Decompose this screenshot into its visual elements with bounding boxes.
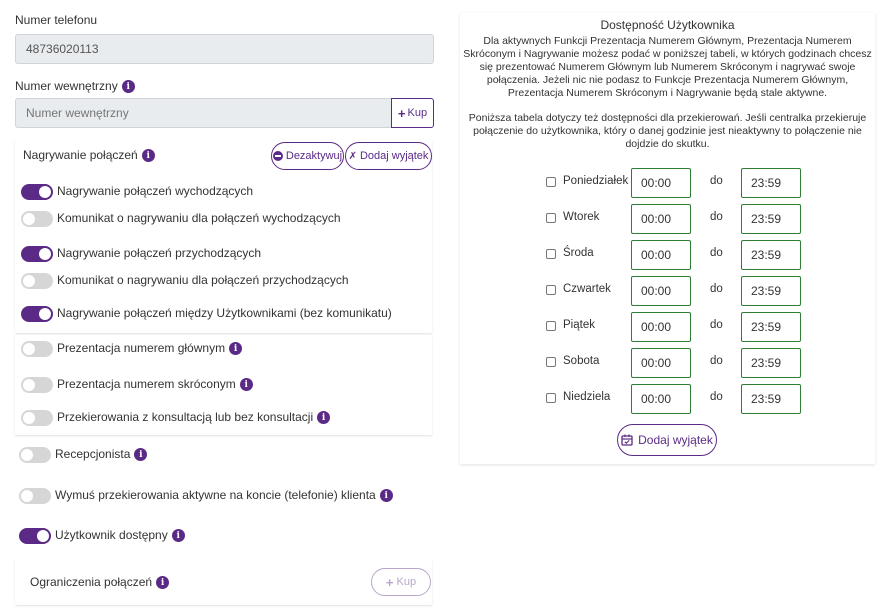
info-icon[interactable]: i (172, 529, 185, 542)
toggle-internal-recording-label: Nagrywanie połączeń między Użytkownikami (bez komunikatu) (57, 306, 392, 320)
plus-icon: + (397, 105, 406, 121)
to-label: do (710, 211, 723, 223)
toggle-outgoing-recording[interactable] (21, 184, 53, 200)
calendar-icon (621, 434, 633, 446)
recording-add-exception-button[interactable] (345, 142, 432, 170)
toggle-receptionist[interactable] (19, 447, 51, 463)
day-checkbox-friday[interactable] (546, 321, 556, 331)
toggle-main-number-row (57, 341, 242, 355)
time-to-input[interactable]: 23:59 (741, 240, 801, 270)
deactivate-button[interactable] (271, 142, 344, 170)
time-from-input[interactable]: 00:00 (631, 276, 691, 306)
day-checkbox-tuesday[interactable] (546, 213, 556, 223)
time-to-input[interactable]: 23:59 (741, 204, 801, 234)
extension-input[interactable] (15, 98, 392, 128)
availability-desc2 (460, 112, 875, 151)
day-label: Piątek (563, 319, 595, 331)
availability-add-exception-button[interactable] (617, 424, 717, 456)
to-label: do (710, 355, 723, 367)
toggle-incoming-message[interactable] (21, 273, 53, 289)
recording-add-exception-label: Dodaj wyjątek (359, 150, 429, 162)
deactivate-label: Dezaktywuj (285, 150, 343, 162)
toggle-main-number[interactable] (21, 341, 53, 357)
minus-icon (273, 151, 283, 161)
day-checkbox-monday[interactable] (546, 177, 556, 187)
desc2-line: Poniższa tabela dotyczy też dostępności dla przekierowań. Jeśli centralka przekieruje (468, 112, 867, 124)
toggle-incoming-message-label: Komunikat o nagrywaniu dla połączeń przychodzących (57, 273, 349, 287)
day-label: Niedziela (563, 391, 611, 403)
toggle-outgoing-message[interactable] (21, 211, 53, 227)
time-from-input[interactable]: 00:00 (631, 204, 691, 234)
toggle-short-number-label: Prezentacja numerem skróconym (57, 377, 236, 391)
day-checkbox-thursday[interactable] (546, 285, 556, 295)
toggle-incoming-recording[interactable] (21, 246, 53, 262)
info-icon[interactable]: i (156, 576, 169, 589)
desc1-line: się prezentować Numerem Głównym lub Numerem Skróconym i nagrywać swoje (479, 61, 856, 73)
time-to-input[interactable]: 23:59 (741, 312, 801, 342)
limits-label: Ograniczenia połączeń (30, 575, 153, 589)
extension-buy-button[interactable] (391, 98, 434, 128)
info-icon[interactable]: i (380, 489, 393, 502)
desc1-line: Prezentacja Numerem Skróconym i Nagrywanie będą stale aktywne. (507, 87, 828, 99)
toggle-internal-recording[interactable] (21, 306, 53, 322)
toggle-consult-redirect-row (57, 410, 330, 424)
info-icon[interactable]: i (317, 411, 330, 424)
toggle-user-available-row (55, 528, 185, 542)
time-to-input[interactable]: 23:59 (741, 168, 801, 198)
time-to-input[interactable]: 23:59 (741, 384, 801, 414)
plus-icon: + (385, 574, 394, 590)
desc1-line: Dla aktywnych Funkcji Prezentacja Numerem Głównym, Prezentacja Numerem (483, 35, 852, 47)
day-label: Środa (563, 247, 594, 259)
time-from-input[interactable]: 00:00 (631, 312, 691, 342)
toggle-force-redirect-label: Wymuś przekierowania aktywne na koncie (telefonie) klienta (55, 488, 376, 502)
to-label: do (710, 247, 723, 259)
availability-desc1 (460, 35, 875, 100)
desc2-line: dojdzie do skutku. (625, 138, 710, 150)
day-label: Wtorek (563, 211, 600, 223)
toggle-short-number[interactable] (21, 377, 53, 393)
toggle-force-redirect-row (55, 488, 393, 502)
toggle-short-number-row (57, 377, 253, 391)
recording-title: Nagrywanie połączeń (23, 148, 138, 162)
to-label: do (710, 319, 723, 331)
calendar-slash-icon: ✗ (348, 150, 357, 162)
info-icon[interactable]: i (240, 378, 253, 391)
info-icon[interactable]: i (229, 342, 242, 355)
desc2-line: połączenie do użytkownika, który o danej godzinie jest nieaktywny to połączenie nie (473, 125, 862, 137)
limits-row (30, 575, 169, 589)
day-checkbox-wednesday[interactable] (546, 249, 556, 259)
to-label: do (710, 391, 723, 403)
toggle-outgoing-recording-label: Nagrywanie połączeń wychodzących (57, 184, 254, 198)
toggle-outgoing-message-label: Komunikat o nagrywaniu dla połączeń wychodzących (57, 211, 341, 225)
recording-title-row (23, 148, 155, 162)
day-label: Czwartek (563, 283, 611, 295)
phone-field (15, 34, 434, 64)
toggle-user-available-label: Użytkownik dostępny (55, 528, 168, 542)
toggle-incoming-recording-label: Nagrywanie połączeń przychodzących (57, 246, 262, 260)
info-icon[interactable]: i (142, 149, 155, 162)
info-icon[interactable]: i (122, 80, 135, 93)
desc1-line: Skróconym i Nagrywanie możesz podać w poniższej tabeli, w których godzinach chcesz (463, 48, 872, 60)
availability-add-exception-label: Dodaj wyjątek (638, 433, 713, 447)
day-checkbox-sunday[interactable] (546, 393, 556, 403)
extension-label: Numer wewnętrzny (15, 79, 118, 93)
time-from-input[interactable]: 00:00 (631, 168, 691, 198)
time-to-input[interactable]: 23:59 (741, 276, 801, 306)
toggle-force-redirect[interactable] (19, 488, 51, 504)
toggle-consult-redirect-label: Przekierowania z konsultacją lub bez konsultacji (57, 410, 314, 424)
availability-title: Dostępność Użytkownika (600, 18, 735, 32)
toggle-consult-redirect[interactable] (21, 410, 53, 426)
desc1-line: połączenia. Jeżeli nic nie podasz to Funkcje Prezentacja Numerem Głównym, (486, 74, 849, 86)
to-label: do (710, 175, 723, 187)
toggle-user-available[interactable] (19, 528, 51, 544)
time-from-input[interactable]: 00:00 (631, 384, 691, 414)
toggle-receptionist-label: Recepcjonista (55, 447, 131, 461)
phone-value: 48736020113 (26, 42, 99, 56)
extension-label-row (15, 79, 135, 93)
time-to-input[interactable]: 23:59 (741, 348, 801, 378)
time-from-input[interactable]: 00:00 (631, 240, 691, 270)
phone-label: Numer telefonu (15, 13, 98, 27)
toggle-receptionist-row (55, 447, 147, 461)
toggle-main-number-label: Prezentacja numerem głównym (57, 341, 226, 355)
info-icon[interactable]: i (134, 448, 147, 461)
time-from-input[interactable]: 00:00 (631, 348, 691, 378)
limits-buy-label: Kup (396, 576, 417, 588)
extension-buy-label: Kup (407, 107, 428, 119)
day-checkbox-saturday[interactable] (546, 357, 556, 367)
limits-buy-button[interactable] (371, 568, 431, 596)
to-label: do (710, 283, 723, 295)
day-label: Sobota (563, 355, 600, 367)
day-label: Poniedziałek (563, 175, 629, 187)
